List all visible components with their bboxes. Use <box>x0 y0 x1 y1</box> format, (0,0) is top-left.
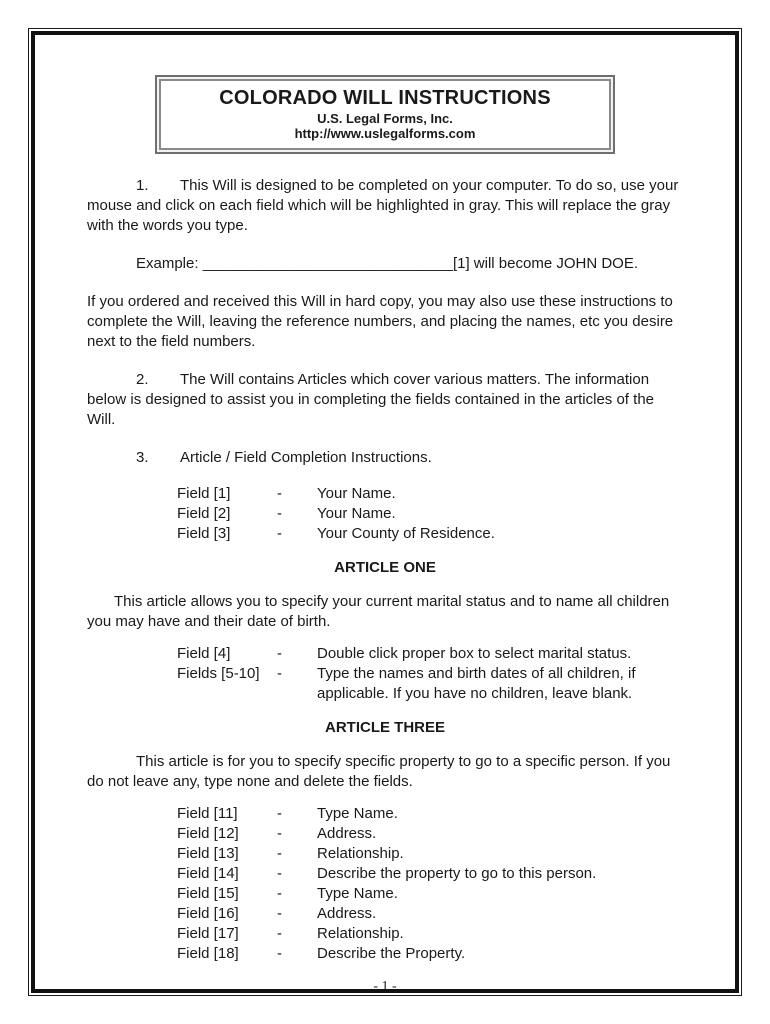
field-label: Fields [5-10] <box>177 665 260 682</box>
field-desc: Relationship. <box>317 845 404 862</box>
field-list-article-three <box>177 804 683 964</box>
field-desc: Your County of Residence. <box>317 525 495 542</box>
field-row <box>177 664 683 704</box>
paragraph-2-number: 2. <box>136 371 149 388</box>
field-row <box>177 824 683 844</box>
field-row <box>177 924 683 944</box>
field-desc: Describe the Property. <box>317 945 466 962</box>
article-three-intro: This article is for you to specify specific property to go to a specific person. If you do not leave any, type none and delete the fields. <box>87 753 671 790</box>
field-row <box>177 884 683 904</box>
field-dash: - <box>277 865 282 882</box>
paragraph-1-text: This Will is designed to be completed on your computer. To do so, use your mouse and click on each field which will be highlighted in gray. This will replace the gray with the words you type. <box>87 177 679 234</box>
field-dash: - <box>277 885 282 902</box>
paragraph-1-number: 1. <box>136 177 149 194</box>
field-label: Field [3] <box>177 525 231 542</box>
field-label: Field [11] <box>177 805 238 822</box>
field-label: Field [15] <box>177 885 239 902</box>
field-label: Field [2] <box>177 505 231 522</box>
field-dash: - <box>277 665 282 682</box>
field-dash: - <box>277 825 282 842</box>
field-dash: - <box>277 505 282 522</box>
field-label: Field [17] <box>177 925 239 942</box>
field-dash: - <box>277 845 282 862</box>
field-dash: - <box>277 485 282 502</box>
field-desc: Type Name. <box>317 805 398 822</box>
document-title: COLORADO WILL INSTRUCTIONS <box>219 87 551 109</box>
field-row <box>177 944 683 964</box>
paragraph-3-number: 3. <box>136 449 149 466</box>
hardcopy-paragraph: If you ordered and received this Will in hard copy, you may also use these instructions to complete the Will, leaving the reference numbers, and placing the names, etc you desire next to the field numbers. <box>87 293 674 350</box>
paragraph-2 <box>87 370 683 430</box>
page-inner-border <box>31 31 739 993</box>
field-desc: Address. <box>317 825 377 842</box>
field-desc: Describe the property to go to this person. <box>317 865 597 882</box>
field-label: Field [18] <box>177 945 239 962</box>
field-dash: - <box>277 525 282 542</box>
field-label: Field [1] <box>177 485 231 502</box>
field-label: Field [14] <box>177 865 239 882</box>
field-row <box>177 644 683 664</box>
field-dash: - <box>277 645 282 662</box>
company-url: http://www.uslegalforms.com <box>294 126 476 141</box>
field-label: Field [16] <box>177 905 239 922</box>
field-desc: Relationship. <box>317 925 404 942</box>
field-row <box>177 844 683 864</box>
paragraph-2-text: The Will contains Articles which cover various matters. The information below is designed to assist you in completing the fields contained in the articles of the Will. <box>87 371 654 428</box>
article-one-intro: This article allows you to specify your current marital status and to name all children you may have and their date of birth. <box>87 593 670 630</box>
field-row <box>177 504 683 524</box>
page-number: - 1 - <box>373 979 397 993</box>
field-desc: Double click proper box to select marital status. <box>317 645 632 662</box>
field-row <box>177 904 683 924</box>
title-box <box>155 75 615 154</box>
paragraph-3 <box>87 448 683 468</box>
field-row <box>177 804 683 824</box>
example-line: Example: ______________________________[1] will become JOHN DOE. <box>136 255 639 272</box>
field-desc: Address. <box>317 905 377 922</box>
field-dash: - <box>277 905 282 922</box>
company-name: U.S. Legal Forms, Inc. <box>317 111 453 126</box>
field-dash: - <box>277 945 282 962</box>
article-three-heading: ARTICLE THREE <box>325 719 445 736</box>
paragraph-3-text: Article / Field Completion Instructions. <box>180 449 432 466</box>
field-list-general <box>177 484 683 544</box>
field-label: Field [13] <box>177 845 239 862</box>
field-list-article-one <box>177 644 683 704</box>
field-label: Field [12] <box>177 825 239 842</box>
article-one-heading: ARTICLE ONE <box>334 559 436 576</box>
field-desc: Your Name. <box>317 505 396 522</box>
field-label: Field [4] <box>177 645 231 662</box>
field-row <box>177 864 683 884</box>
field-desc: Type the names and birth dates of all children, if applicable. If you have no children, leave blank. <box>317 665 636 702</box>
title-box-inner <box>159 79 611 150</box>
field-dash: - <box>277 925 282 942</box>
paragraph-1 <box>87 176 683 236</box>
page-outer-border <box>28 28 742 996</box>
field-dash: - <box>277 805 282 822</box>
field-row <box>177 484 683 504</box>
field-desc: Your Name. <box>317 485 396 502</box>
field-desc: Type Name. <box>317 885 398 902</box>
field-row <box>177 524 683 544</box>
